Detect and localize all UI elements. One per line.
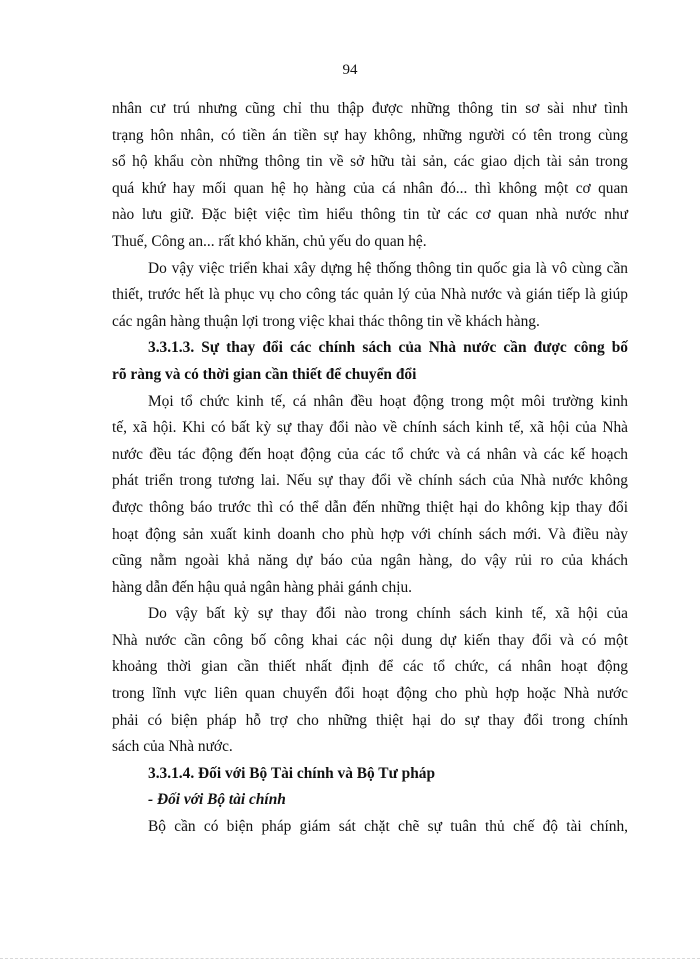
paragraph-line: Do vậy việc triển khai xây dựng hệ thống thông tin quốc gia là vô cùng cần — [148, 259, 628, 277]
section-heading: 3.3.1.3. Sự thay đổi các chính sách của Nhà nước cần được công bố — [148, 339, 628, 357]
paragraph-line: hàng dẫn đến hậu quả ngân hàng phải gánh chịu. — [112, 578, 413, 596]
paragraph-line: phát triển trong tương lai. Nếu sự thay đổi về chính sách của Nhà nước không — [112, 472, 628, 490]
paragraph-line: nhân cư trú nhưng cũng chỉ thu thập được những thông tin sơ sài như tình — [112, 100, 628, 117]
document-body — [112, 96, 628, 841]
paragraph-line: Bộ cần có biện pháp giám sát chặt chẽ sự tuân thủ chế độ tài chính, — [148, 818, 628, 836]
paragraph-line: nước đều tác động đến hoạt động của các tổ chức và cá nhân và các kế hoạch — [112, 445, 628, 463]
section-heading: rõ ràng và có thời gian cần thiết để chuyển đổi — [112, 365, 417, 383]
paragraph-line: các ngân hàng thuận lợi trong việc khai thác thông tin về khách hàng. — [112, 312, 540, 330]
paragraph-line: sách của Nhà nước. — [112, 738, 233, 756]
paragraph-line: quá khứ hay mối quan hệ họ hàng của cá nhân đó... thì không một cơ quan — [112, 179, 628, 197]
section-heading: 3.3.1.4. Đối với Bộ Tài chính và Bộ Tư pháp — [148, 764, 436, 782]
page-bottom-divider — [0, 958, 700, 959]
paragraph-line: Nhà nước cần công bố công khai các nội dung dự kiến thay đổi và có một — [112, 631, 628, 649]
paragraph-line: hoạt động sản xuất kinh doanh cho phù hợp với chính sách mới. Và điều này — [112, 525, 628, 543]
paragraph-line: trạng hôn nhân, có tiền án tiền sự hay không, những người có tên trong cùng — [112, 126, 628, 144]
paragraph-line: Thuế, Công an... rất khó khăn, chủ yếu do quan hệ. — [112, 232, 427, 250]
paragraph-line: thiết, trước hết là phục vụ cho công tác quản lý của Nhà nước và gián tiếp là giúp — [112, 286, 628, 304]
paragraph-line: Mọi tổ chức kinh tế, cá nhân đều hoạt động trong một môi trường kinh — [148, 392, 628, 410]
paragraph-line: Do vậy bất kỳ sự thay đổi nào trong chính sách kinh tế, xã hội của — [148, 605, 628, 623]
paragraph-line: phải có biện pháp hỗ trợ cho những thiệt hại do sự thay đổi trong chính — [112, 711, 628, 729]
paragraph-line: khoảng thời gian cần thiết nhất định để các tổ chức, cá nhân hoạt động — [112, 658, 628, 676]
subsection-heading: - Đối với Bộ tài chính — [148, 791, 286, 809]
paragraph-line: được thông báo trước thì có thể dẫn đến những thiệt hại do không kịp thay đổi — [112, 498, 628, 516]
paragraph-line: tế, xã hội. Khi có bất kỳ sự thay đổi nào về chính sách kinh tế, xã hội của Nhà — [112, 419, 628, 437]
page-number: 94 — [342, 62, 358, 78]
paragraph-line: trong lĩnh vực liên quan chuyển đổi hoạt động cho phù hợp hoặc Nhà nước — [112, 685, 628, 703]
paragraph-line: nào lưu giữ. Đặc biệt việc tìm hiểu thông tin từ các cơ quan nhà nước như — [112, 206, 628, 224]
paragraph-line: cũng nằm ngoài khả năng dự báo của ngân hàng, do vậy rủi ro của khách — [112, 552, 628, 570]
paragraph-line: sổ hộ khẩu còn những thông tin về sở hữu tài sản, các giao dịch tài sản trong — [112, 153, 628, 171]
